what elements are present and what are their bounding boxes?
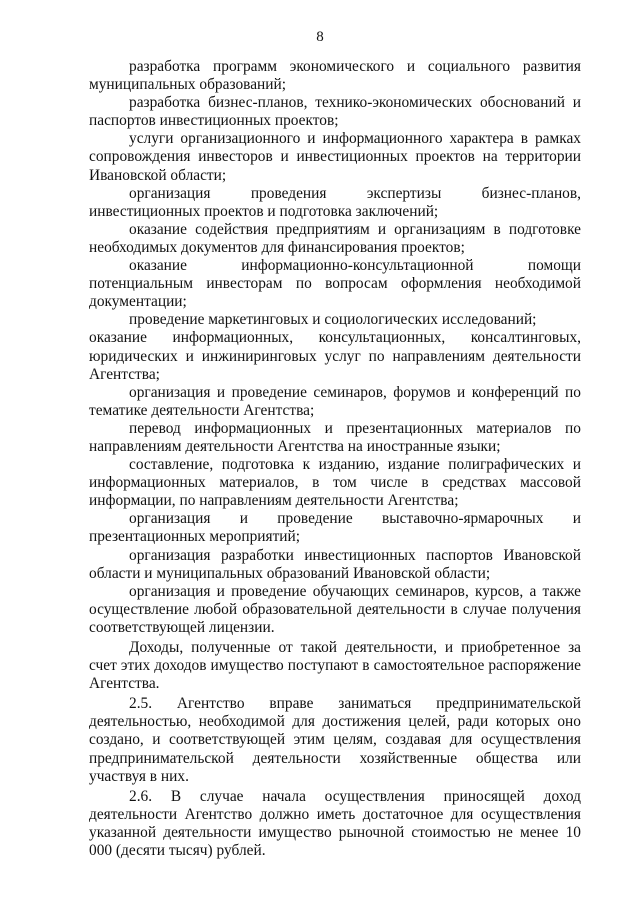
paragraph-2: разработка бизнес-планов, технико-экономических обоснований и паспортов инвестиционных проектов;: [89, 94, 581, 130]
paragraph-3: услуги организационного и информационного характера в рамках сопровождения инвесторов и инвестиционных проектов на территории Ивановской области;: [89, 130, 581, 184]
page-number: 8: [316, 29, 324, 45]
document-body: [89, 58, 581, 860]
paragraph-5: оказание содействия предприятиям и организациям в подготовке необходимых документов для финансирования проектов;: [89, 220, 581, 256]
paragraph-11: составление, подготовка к изданию, издание полиграфических и информационных материалов, в том числе в средствах массовой информации, по направлениям деятельности Агентства;: [89, 456, 581, 510]
paragraph-8: оказание информационных, консультационных, консалтинговых, юридических и инжиниринговых услуг по направлениям деятельности Агентства;: [89, 329, 581, 383]
paragraph-10: перевод информационных и презентационных материалов по направлениям деятельности Агентства на иностранные языки;: [89, 419, 581, 455]
paragraph-17: 2.6. В случае начала осуществления приносящей доход деятельности Агентство должно иметь достаточное для осуществления указанной деятельности имущество рыночной стоимостью не менее 10 000 (десяти тысяч) рублей.: [89, 787, 581, 860]
paragraph-14: организация и проведение обучающих семинаров, курсов, а также осуществление любой образовательной деятельности в случае получения соответствующей лицензии.: [89, 582, 581, 636]
paragraph-4: организация проведения экспертизы бизнес-планов, инвестиционных проектов и подготовка заключений;: [89, 184, 581, 220]
paragraph-16: 2.5. Агентство вправе заниматься предпринимательской деятельностью, необходимой для достижения целей, ради которых оно создано, и соответствующей этим целям, создавая для осуществления предпринимательской деятельности хозяйственные общества или участвуя в них.: [89, 695, 581, 785]
paragraph-6: оказание информационно-консультационной помощи потенциальным инвесторам по вопросам оформления необходимой документации;: [89, 257, 581, 311]
paragraph-15: Доходы, полученные от такой деятельности, и приобретенное за счет этих доходов имущество поступают в самостоятельное распоряжение Агентства.: [89, 639, 581, 693]
paragraph-13: организация разработки инвестиционных паспортов Ивановской области и муниципальных образований Ивановской области;: [89, 546, 581, 582]
paragraph-1: разработка программ экономического и социального развития муниципальных образований;: [89, 58, 581, 94]
paragraph-9: организация и проведение семинаров, форумов и конференций по тематике деятельности Агентства;: [89, 383, 581, 419]
paragraph-7: проведение маркетинговых и социологических исследований;: [129, 311, 537, 329]
paragraph-12: организация и проведение выставочно-ярмарочных и презентационных мероприятий;: [89, 510, 581, 546]
